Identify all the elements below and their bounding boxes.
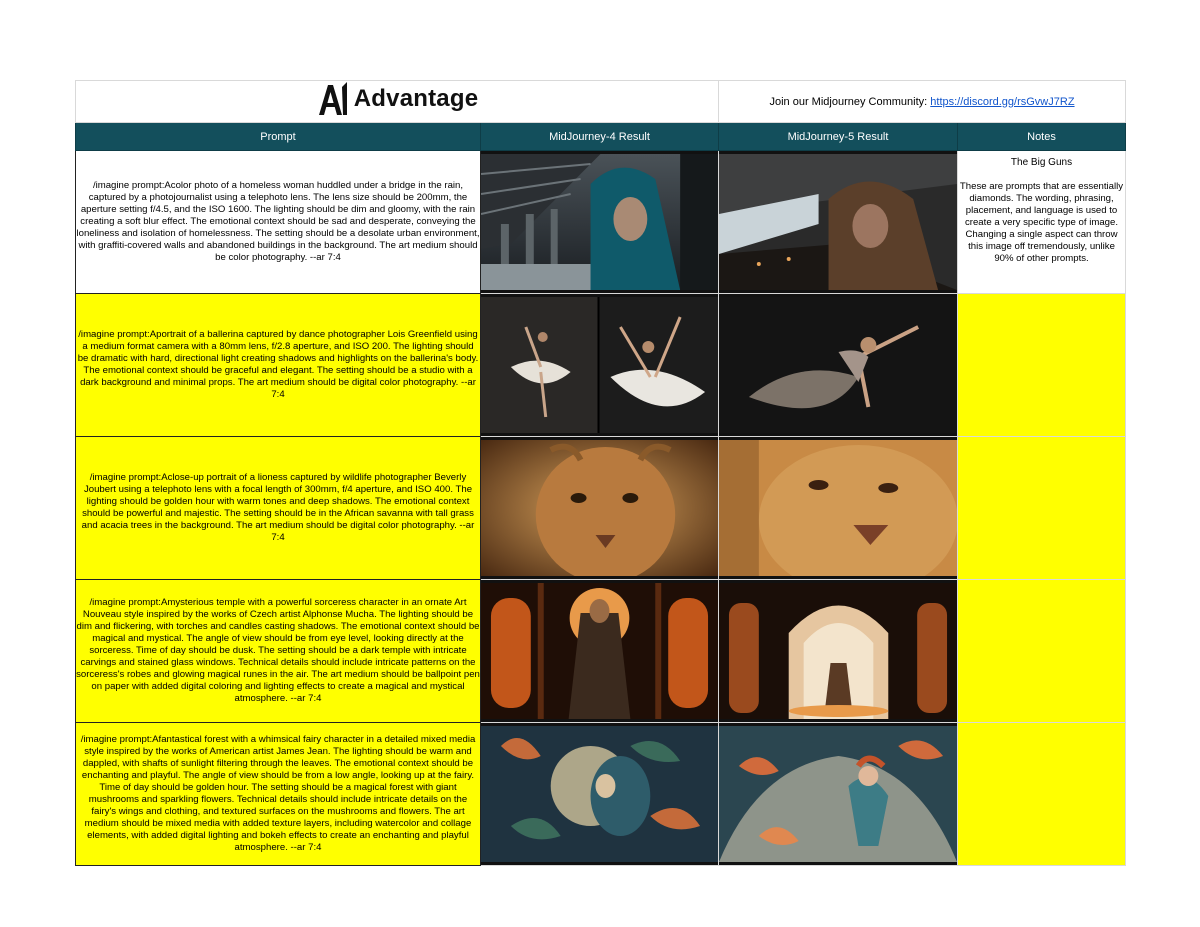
prompt-cell: /imagine prompt:Afantastical forest with a whimsical fairy character in a detailed mixed media style inspired by the works of American artist James Jean. The lighting should be warm and dappled, with shafts of sunlight filtering through the leaves. The emotional context should be enchanting and playful. The angle of view should be from a low angle, looking up at the fairy. Time of day should be golden hour. The setting should be a magical forest with giant mushrooms and sparkling flowers. Technical details should include intricate details on the fairy's wings and clothing, and textured surfaces on the mushrooms and flowers. The art medium should be mixed media with added texture layers, including watercolor and collage elements, with added digital lighting and bokeh effects to create an enchanting and playful atmosphere. --ar 7:4 [76, 723, 481, 866]
mj4-result-image [481, 437, 719, 580]
community-cell [719, 81, 1126, 123]
mj5-result-image [719, 437, 958, 580]
mj5-result-image [719, 723, 958, 866]
column-header-prompt: Prompt [76, 123, 481, 151]
column-header-row [76, 123, 1126, 151]
column-header-notes: Notes [958, 123, 1126, 151]
banner-row [76, 81, 1126, 123]
table-row [76, 437, 1126, 580]
notes-cell [958, 723, 1126, 866]
notes-cell [958, 437, 1126, 580]
notes-cell [958, 580, 1126, 723]
prompt-sheet [75, 80, 1126, 866]
logo [316, 81, 479, 117]
logo-wordmark: Advantage [353, 85, 479, 112]
prompt-cell: /imagine prompt:Amysterious temple with a powerful sorceress character in an ornate Art Nouveau style inspired by the works of Czech artist Alphonse Mucha. The lighting should be dim and flickering, with torches and candles casting shadows. The emotional context should be magical and mystical. The angle of view should be from eye level, looking directly at the sorceress. Time of day should be dusk. The setting should be a dark temple with intricate carvings and stained glass windows. Technical details should include intricate patterns on the sorceress's robes and glowing magical runes in the air. The art medium should be ballpoint pen on paper with added digital coloring and lighting effects to create a magical and mystical atmosphere. --ar 7:4 [76, 580, 481, 723]
notes-body: These are prompts that are essentially diamonds. The wording, phrasing, placement, and language is used to create a very specific type of image. Changing a single aspect can throw this image off tremendously, unlike 90% of other prompts. [959, 181, 1124, 264]
notes-cell [958, 294, 1126, 437]
logo-cell [76, 81, 719, 123]
prompt-cell: /imagine prompt:Aportrait of a ballerina captured by dance photographer Lois Greenfield using a medium format camera with a 80mm lens, f/2.8 aperture, and ISO 200. The lighting should be dramatic with hard, directional light creating shadows and highlights on the ballerina's body. The emotional context should be graceful and elegant. The setting should be a studio with a dark background and minimal props. The art medium should be digital color photography. --ar 7:4 [76, 294, 481, 437]
discord-link[interactable]: https://discord.gg/rsGvwJ7RZ [930, 95, 1075, 108]
column-header-mj5: MidJourney-5 Result [719, 123, 958, 151]
table-row [76, 723, 1126, 866]
prompt-cell: /imagine prompt:Acolor photo of a homeless woman huddled under a bridge in the rain, captured by a photojournalist using a telephoto lens. The lens size should be 200mm, the aperture setting f/4.5, and the ISO 1600. The lighting should be dim and gloomy, with the rain creating a soft blur effect. The emotional context should be sad and desperate, conveying the loneliness and isolation of homelessness. The setting should be a desolate urban environment, with graffiti-covered walls and abandoned buildings in the background. The art medium should be color photography. --ar 7:4 [76, 151, 481, 294]
table-row [76, 151, 1126, 294]
table-row [76, 294, 1126, 437]
mj5-result-image [719, 580, 958, 723]
notes-cell [958, 151, 1126, 294]
notes-title: The Big Guns [1010, 157, 1073, 168]
mj4-result-image [481, 151, 719, 294]
prompt-cell: /imagine prompt:Aclose-up portrait of a lioness captured by wildlife photographer Beverly Joubert using a telephoto lens with a focal length of 300mm, f/4 aperture, and ISO 400. The lighting should be golden hour with warm tones and deep shadows. The emotional context should be powerful and majestic. The setting should be in the African savanna with tall grass and acacia trees in the background. The art medium should be digital color photography. --ar 7:4 [76, 437, 481, 580]
column-header-mj4: MidJourney-4 Result [481, 123, 719, 151]
mj4-result-image [481, 580, 719, 723]
ai-logo-icon [316, 81, 348, 117]
table-row [76, 580, 1126, 723]
mj4-result-image [481, 294, 719, 437]
mj5-result-image [719, 151, 958, 294]
mj5-result-image [719, 294, 958, 437]
community-label: Join our Midjourney Community: [769, 95, 931, 108]
mj4-result-image [481, 723, 719, 866]
